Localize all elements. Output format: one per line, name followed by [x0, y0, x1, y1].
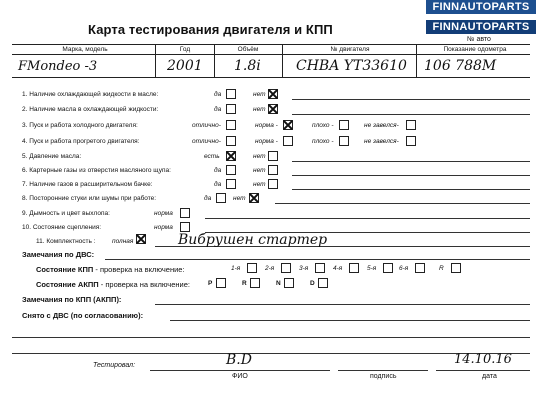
opt-label: да — [214, 167, 222, 174]
checkbox-row4-no-start[interactable] — [406, 136, 416, 146]
notes-line — [205, 218, 530, 219]
opt-label: да — [214, 91, 222, 98]
opt-label: норма — [154, 210, 173, 217]
row-label: Наличие газов в расширительном бачке: — [29, 181, 153, 188]
checkbox-row2-yes[interactable] — [226, 104, 236, 114]
checkbox-akpp-r[interactable] — [250, 278, 260, 288]
check-row-9 — [22, 210, 110, 217]
opt-label: норма — [154, 224, 173, 231]
checkbox-gear-r[interactable] — [451, 263, 461, 273]
opt-label: норма - — [255, 138, 278, 145]
opt-label: отлично- — [192, 138, 221, 145]
opt-label: плохо - — [312, 122, 334, 129]
checkbox-row7-yes[interactable] — [226, 179, 236, 189]
checkbox-row8-no-checked[interactable] — [249, 193, 259, 203]
date-caption: дата — [482, 373, 497, 380]
opt-label: нет — [253, 153, 266, 160]
gear-label: R — [439, 265, 444, 272]
check-row-3 — [22, 122, 138, 129]
car-number-label: № авто — [467, 36, 491, 43]
row-label: Пуск и работа холодного двигателя: — [29, 122, 138, 129]
brand-line-1: FINNAUTOPARTS — [426, 0, 536, 14]
notes-line — [292, 175, 530, 176]
row-num: 3. — [22, 122, 28, 129]
row-num: 7. — [22, 181, 28, 188]
check-row-8 — [22, 195, 156, 202]
signature-line — [338, 370, 428, 371]
notes-line — [275, 203, 530, 204]
gear-label: 2-я — [265, 265, 275, 272]
checkbox-row3-excellent[interactable] — [226, 120, 236, 130]
header-bottom-line — [12, 77, 530, 78]
opt-label: не завелся- — [364, 122, 399, 129]
col-odometer-header: Показание одометра — [443, 46, 507, 53]
opt-label: нет — [253, 167, 266, 174]
row-label: Давление масла: — [29, 153, 82, 160]
col-model-header: Марка, модель — [62, 46, 108, 53]
col-engine-no-header: № двигателя — [330, 46, 370, 53]
row-label: Наличие охлаждающей жидкости в масле: — [29, 91, 159, 98]
checkbox-gear-1[interactable] — [247, 263, 257, 273]
opt-label: да — [214, 106, 222, 113]
checkbox-row7-no[interactable] — [268, 179, 278, 189]
check-row-1 — [22, 91, 158, 98]
opt-label: есть — [204, 153, 220, 160]
check-row-11 — [36, 238, 96, 245]
col-volume-header: Объём — [237, 46, 259, 53]
col-year-header: Год — [179, 46, 191, 53]
row-num: 10. — [22, 224, 32, 231]
opt-label: да — [214, 181, 222, 188]
row-num: 1. — [22, 91, 28, 98]
check-row-4 — [22, 138, 139, 145]
row-label: Посторонние стуки или шумы при работе: — [29, 195, 157, 202]
check-row-5 — [22, 153, 81, 160]
checkbox-row4-normal[interactable] — [283, 136, 293, 146]
akpp-mode-label: D — [310, 280, 315, 287]
opt-label: нет — [253, 91, 266, 98]
checkbox-akpp-d[interactable] — [318, 278, 328, 288]
tested-label: Тестировал: — [93, 362, 136, 369]
checkbox-row2-no-checked[interactable] — [268, 104, 278, 114]
notes-line — [105, 259, 530, 260]
fio-line — [150, 370, 330, 371]
akpp-check-title: Состояние АКПП — [36, 280, 99, 289]
kpp-check-title: Состояние КПП — [36, 265, 94, 274]
model-value: FMondeo -3 — [18, 59, 98, 74]
removed-label: Снято с ДВС (по согласованию): — [22, 311, 144, 320]
volume-value: 1.8i — [234, 58, 261, 74]
notes-line — [292, 99, 530, 100]
checkbox-row5-no[interactable] — [268, 151, 278, 161]
row-label: Комплектность : — [46, 238, 96, 245]
year-value: 2001 — [167, 58, 203, 74]
akpp-mode-label: N — [276, 280, 281, 287]
opt-label: да — [204, 195, 212, 202]
row-num: 4. — [22, 138, 28, 145]
gear-label: 3-я — [299, 265, 309, 272]
notes-line — [292, 161, 530, 162]
date-line — [436, 370, 530, 371]
header-top-line — [12, 44, 530, 45]
row-num: 9. — [22, 210, 28, 217]
opt-label: не завелся- — [364, 138, 399, 145]
notes-line — [12, 337, 530, 338]
checkbox-row6-no[interactable] — [268, 165, 278, 175]
notes-line — [292, 114, 530, 115]
row-num: 6. — [22, 167, 28, 174]
check-row-2 — [22, 106, 158, 113]
engine-no-value: CHBA YT33610 — [296, 58, 407, 74]
checkbox-gear-3[interactable] — [315, 263, 325, 273]
notes-line — [155, 304, 530, 305]
header-mid-line — [12, 54, 530, 55]
row-num: 11. — [36, 238, 45, 245]
notes-line — [292, 189, 530, 190]
row-label: Наличие масла в охлаждающей жидкости: — [29, 106, 159, 113]
opt-label: нет — [253, 106, 266, 113]
akpp-mode-label: P — [208, 280, 213, 287]
row-label: Картерные газы из отверстия масляного щупа: — [29, 167, 171, 174]
kpp-notes-label: Замечания по КПП (АКПП): — [22, 295, 122, 304]
header-divider — [416, 44, 417, 78]
checkbox-akpp-n[interactable] — [284, 278, 294, 288]
checkbox-gear-5[interactable] — [383, 263, 393, 273]
header-divider — [214, 44, 215, 78]
brand-line-2: FINNAUTOPARTS — [426, 20, 536, 34]
checkbox-row9-normal[interactable] — [180, 208, 190, 218]
engine-notes-label: Замечания по ДВС: — [22, 250, 95, 259]
opt-label: нет — [233, 195, 246, 202]
brand-banner — [426, 0, 540, 34]
opt-label: полная — [112, 238, 134, 245]
checkbox-row11-full-checked[interactable] — [136, 234, 146, 244]
checkbox-row3-normal-checked[interactable] — [283, 120, 293, 130]
tester-signature: В.D — [226, 352, 252, 368]
row-label: Состояние сцепления: — [32, 224, 102, 231]
gear-label: 4-я — [333, 265, 343, 272]
checkbox-row4-excellent[interactable] — [226, 136, 236, 146]
row-label: Дымность и цвет выхлопа: — [29, 210, 110, 217]
opt-label: нет — [253, 181, 266, 188]
gear-label: 5-я — [367, 265, 377, 272]
header-divider — [282, 44, 283, 78]
completeness-note: Вибрушен стартер — [178, 232, 328, 248]
check-row-10 — [22, 224, 101, 231]
checkbox-row8-yes[interactable] — [216, 193, 226, 203]
opt-label: норма - — [255, 122, 278, 129]
checkbox-row4-bad[interactable] — [339, 136, 349, 146]
notes-line — [12, 353, 530, 354]
checkbox-row6-yes[interactable] — [226, 165, 236, 175]
check-row-6 — [22, 167, 171, 174]
checkbox-row3-no-start[interactable] — [406, 120, 416, 130]
checkbox-gear-6[interactable] — [415, 263, 425, 273]
checkbox-akpp-p[interactable] — [216, 278, 226, 288]
row-label: Пуск и работа прогретого двигателя: — [29, 138, 140, 145]
checkbox-row10-normal[interactable] — [180, 222, 190, 232]
gear-label: 1-я — [231, 265, 241, 272]
signature-caption: подпись — [370, 373, 397, 380]
opt-label: плохо - — [312, 138, 334, 145]
opt-label: отлично- — [192, 122, 221, 129]
check-row-7 — [22, 181, 153, 188]
kpp-check-label — [36, 265, 185, 274]
gear-label: 6-я — [399, 265, 409, 272]
row-num: 5. — [22, 153, 28, 160]
row-num: 8. — [22, 195, 28, 202]
checkbox-row3-bad[interactable] — [339, 120, 349, 130]
page-title: Карта тестирования двигателя и КПП — [88, 22, 333, 37]
fio-caption: ФИО — [232, 373, 248, 380]
checkbox-row1-no-checked[interactable] — [268, 89, 278, 99]
notes-line — [170, 320, 530, 321]
kpp-check-text: - проверка на включение: — [95, 265, 185, 274]
checkbox-row5-yes-checked[interactable] — [226, 151, 236, 161]
akpp-check-text: - проверка на включение: — [100, 280, 190, 289]
checkbox-gear-4[interactable] — [349, 263, 359, 273]
akpp-check-label — [36, 280, 190, 289]
row-num: 2. — [22, 106, 28, 113]
odometer-value: 106 788M — [424, 58, 497, 74]
akpp-mode-label: R — [242, 280, 247, 287]
checkbox-gear-2[interactable] — [281, 263, 291, 273]
checkbox-row1-yes[interactable] — [226, 89, 236, 99]
test-date: 14.10.16 — [454, 352, 512, 367]
header-divider — [155, 44, 156, 78]
